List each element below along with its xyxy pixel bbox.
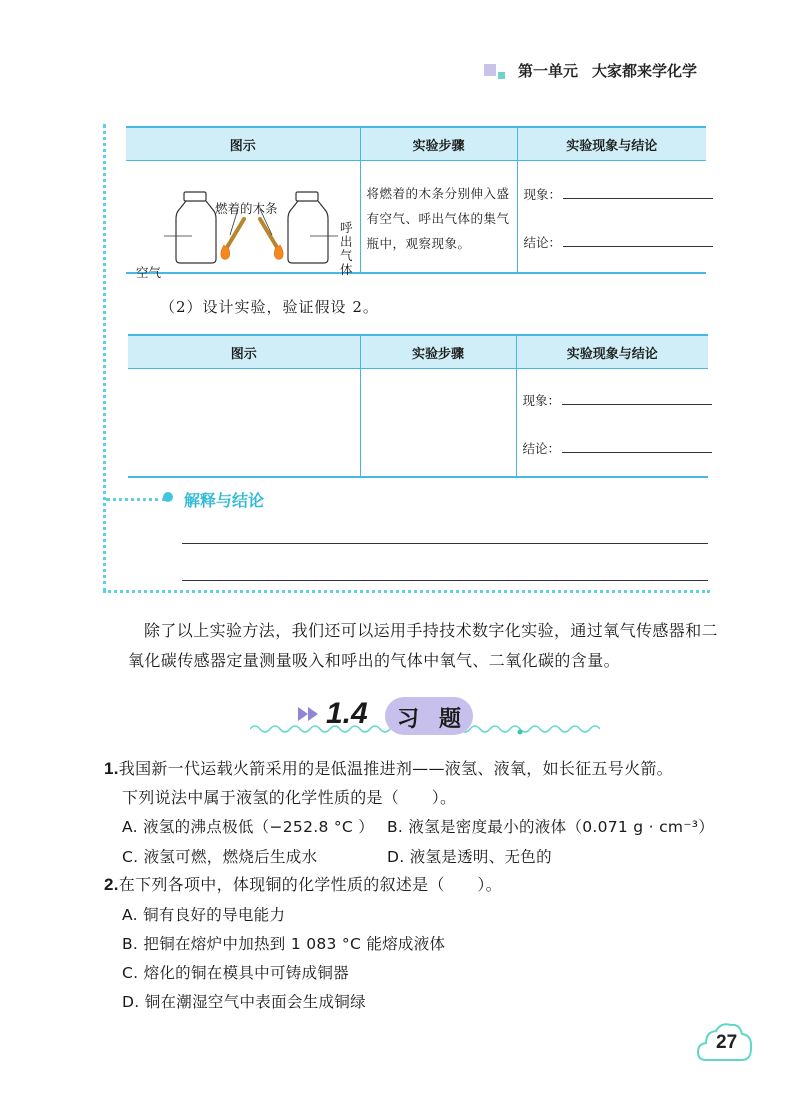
section-title-char-2: 题 — [439, 707, 462, 732]
bullet-dot-icon — [163, 492, 173, 502]
question-2-option-b[interactable]: B. 把铜在熔炉中加热到 1 083 °C 能熔成液体 — [122, 935, 446, 953]
table2-header-result: 实验现象与结论 — [516, 335, 708, 369]
exhaled-label: 呼出气体 — [340, 220, 353, 277]
explanation-title: 解释与结论 — [184, 491, 265, 510]
table2-steps-cell[interactable] — [360, 369, 516, 477]
table1-phenomenon-blank[interactable] — [563, 188, 713, 199]
question-1-stem-line1: 我国新一代运载火箭采用的是低温推进剂——液氢、液氧，如长征五号火箭。 — [118, 759, 673, 778]
table2-conclusion-label: 结论： — [522, 441, 561, 456]
question-1-option-a[interactable]: A. 液氢的沸点极低（−252.8 °C ） — [122, 818, 375, 836]
stick-label: 燃着的木条 — [215, 201, 278, 216]
question-1-option-c[interactable]: C. 液氢可燃，燃烧后生成水 — [122, 848, 318, 866]
question-2-stem: 在下列各项中，体现铜的化学性质的叙述是（ ）。 — [118, 875, 502, 894]
table1-steps-cell — [360, 161, 517, 273]
air-bottle-icon — [176, 192, 216, 263]
sub-question-2: （2）设计实验，验证假设 2。 — [160, 298, 379, 316]
double-arrow-icon — [298, 706, 324, 722]
table2-header-figure: 图示 — [128, 335, 360, 369]
question-1-option-d[interactable]: D. 液氢是透明、无色的 — [387, 848, 552, 866]
table2-header-steps: 实验步骤 — [360, 335, 516, 369]
experiment-table-1 — [126, 126, 706, 280]
question-2-option-c[interactable]: C. 熔化的铜在模具中可铸成铜器 — [122, 964, 349, 982]
table1-steps-text: 将燃着的木条分别伸入盛有空气、呼出气体的集气瓶中，观察现象。 — [366, 186, 510, 251]
table2-phenomenon-label: 现象： — [522, 393, 561, 408]
table1-conclusion-blank[interactable] — [563, 236, 713, 247]
table1-header-steps: 实验步骤 — [360, 127, 517, 161]
table1-phenomenon-label: 现象： — [523, 187, 562, 202]
question-1-option-b[interactable]: B. 液氢是密度最小的液体（0.071 g · cm⁻³） — [387, 818, 715, 836]
table1-conclusion-line — [524, 233, 714, 251]
table1-conclusion-label: 结论： — [523, 235, 562, 250]
table2-phenomenon-line — [523, 391, 713, 409]
table1-header-result: 实验现象与结论 — [517, 127, 706, 161]
table2-result-cell — [516, 369, 708, 477]
header-small-square-icon — [498, 72, 505, 79]
question-2-number: 2. — [104, 875, 119, 894]
header-unit: 第一单元 — [518, 62, 579, 80]
table1-result-cell — [517, 161, 706, 273]
dotted-frame-bottom — [103, 590, 710, 593]
body-paragraph: 除了以上实验方法，我们还可以运用手持技术数字化实验，通过氧气传感器和二氧化碳传感器定量测量吸入和呼出的气体中氧气、二氧化碳的含量。 — [128, 621, 719, 670]
burning-stick-left-icon — [221, 219, 244, 259]
table2-phenomenon-blank[interactable] — [562, 394, 712, 405]
section-title-char-1: 习 — [397, 707, 420, 732]
explanation-dotted-leader — [106, 498, 166, 501]
running-header — [518, 60, 697, 81]
table2-conclusion-blank[interactable] — [562, 442, 712, 453]
question-1 — [104, 757, 673, 781]
answer-line-1[interactable] — [182, 543, 708, 544]
question-2-option-a[interactable]: A. 铜有良好的导电能力 — [122, 906, 286, 924]
question-2-option-d[interactable]: D. 铜在潮湿空气中表面会生成铜绿 — [122, 993, 366, 1011]
table1-phenomenon-line — [524, 185, 714, 203]
page-number: 27 — [716, 1032, 738, 1053]
table1-header-figure: 图示 — [126, 127, 360, 161]
table1-figure-cell — [126, 161, 360, 280]
burning-stick-right-icon — [260, 219, 283, 259]
exhaled-bottle-icon — [288, 192, 328, 263]
table2-figure-cell[interactable] — [128, 369, 360, 477]
question-1-number: 1. — [104, 759, 119, 778]
section-number: 1.4 — [326, 697, 368, 730]
table2-conclusion-line — [523, 439, 713, 457]
experiment-table-2 — [128, 334, 708, 478]
air-label: 空气 — [136, 265, 162, 280]
answer-line-2[interactable] — [182, 580, 708, 581]
question-1-stem-line2: 下列说法中属于液氢的化学性质的是（ ）。 — [122, 788, 457, 807]
header-square-icon — [484, 64, 496, 76]
header-unit-title: 大家都来学化学 — [592, 62, 698, 80]
question-2 — [104, 873, 502, 897]
dotted-frame-left — [103, 124, 106, 592]
